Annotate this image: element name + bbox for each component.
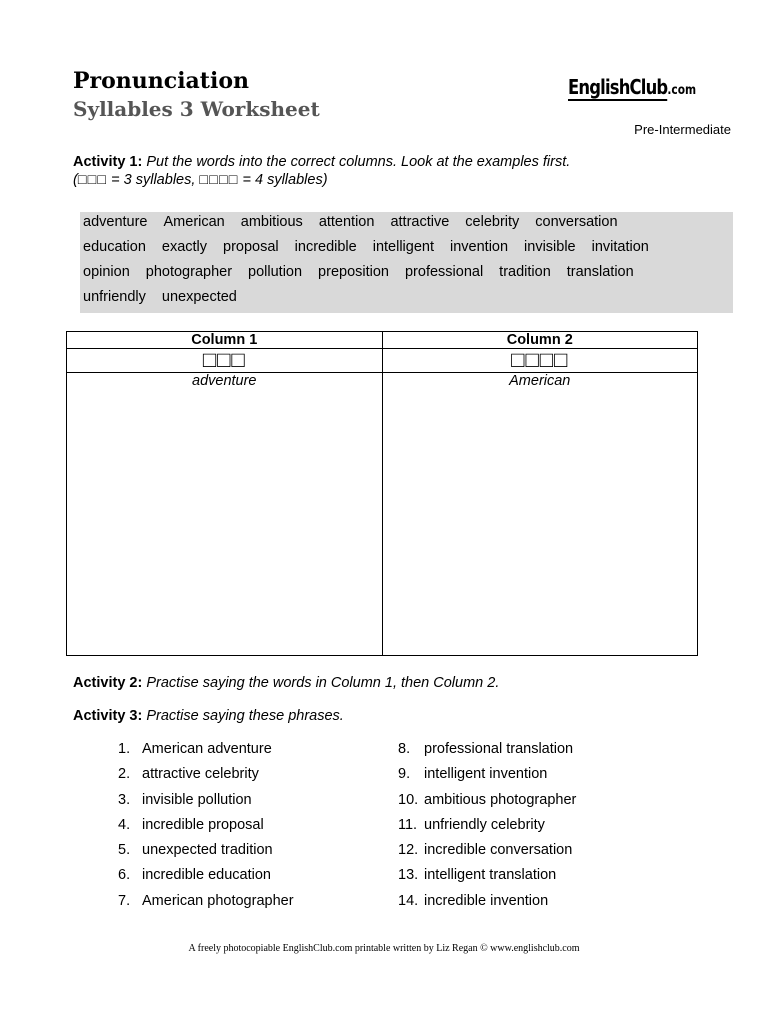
phrase-item bbox=[398, 765, 576, 790]
word-bank-word: celebrity bbox=[465, 214, 520, 230]
column-2-example: American bbox=[509, 373, 571, 389]
word-bank-word: opinion bbox=[83, 264, 130, 280]
level-label: Pre-Intermediate bbox=[634, 122, 731, 137]
columns-body-row bbox=[67, 373, 698, 656]
word-bank-word: unfriendly bbox=[83, 289, 146, 305]
activity-1-instruction: Put the words into the correct columns. Look at the examples first. bbox=[146, 154, 571, 170]
word-bank-word: adventure bbox=[83, 214, 148, 230]
phrase-number: 11. bbox=[398, 816, 418, 833]
phrase-number: 8. bbox=[398, 741, 411, 757]
columns-boxes-row bbox=[67, 349, 698, 373]
word-bank-word: pollution bbox=[248, 264, 303, 280]
phrase-text: incredible proposal bbox=[142, 816, 264, 833]
columns-header-row bbox=[67, 332, 698, 349]
column-1-answer-area[interactable] bbox=[67, 373, 383, 656]
syllable-key bbox=[73, 171, 733, 189]
syllable-key-open-paren: ( bbox=[73, 172, 78, 188]
phrase-item bbox=[398, 816, 576, 841]
word-bank-word: proposal bbox=[223, 239, 279, 255]
word-bank-word: invitation bbox=[591, 239, 649, 255]
column-2-header: Column 2 bbox=[382, 332, 698, 349]
phrase-number: 3. bbox=[118, 791, 131, 808]
phrase-number: 12. bbox=[398, 842, 419, 859]
phrase-number: 6. bbox=[118, 867, 131, 884]
phrase-text: professional translation bbox=[424, 741, 574, 757]
word-bank-word: invention bbox=[450, 239, 509, 255]
word-bank-word: attractive bbox=[390, 214, 450, 230]
phrase-text: unexpected tradition bbox=[142, 842, 273, 859]
word-bank-word: translation bbox=[566, 264, 634, 280]
page-title: Pronunciation bbox=[73, 68, 249, 94]
word-bank-word: tradition bbox=[499, 264, 551, 280]
phrase-text: American adventure bbox=[142, 741, 272, 757]
phrase-item bbox=[118, 892, 294, 917]
activity-2-label: Activity 2: bbox=[73, 675, 143, 691]
word-bank-word: attention bbox=[318, 214, 375, 230]
phrase-number: 13. bbox=[398, 867, 419, 884]
phrase-text: intelligent invention bbox=[424, 766, 548, 783]
activity-2-instructions bbox=[73, 674, 499, 692]
phrase-number: 1. bbox=[118, 741, 131, 757]
column-1-header: Column 1 bbox=[67, 332, 383, 349]
word-bank-row bbox=[83, 212, 733, 237]
phrase-item bbox=[398, 892, 576, 917]
englishclub-logo bbox=[568, 74, 696, 104]
phrase-number: 7. bbox=[118, 892, 131, 909]
phrase-item bbox=[398, 791, 576, 816]
word-bank-word: conversation bbox=[535, 214, 618, 230]
phrase-item bbox=[118, 841, 294, 866]
phrase-number: 14. bbox=[398, 892, 419, 909]
columns-table bbox=[66, 331, 698, 656]
column-1-example: adventure bbox=[192, 373, 257, 389]
logo-brand: EnglishClub bbox=[568, 75, 668, 99]
word-bank-row bbox=[83, 237, 733, 262]
page-subtitle: Syllables 3 Worksheet bbox=[73, 97, 320, 121]
phrase-text: unfriendly celebrity bbox=[424, 816, 545, 833]
word-bank bbox=[80, 212, 733, 313]
phrase-list-right bbox=[398, 740, 576, 917]
word-bank-word: education bbox=[83, 239, 146, 255]
word-bank-word: incredible bbox=[294, 239, 357, 255]
word-bank-word: intelligent bbox=[372, 239, 434, 255]
phrase-text: invisible pollution bbox=[142, 791, 252, 808]
column-1-boxes-icon: □□□ bbox=[67, 349, 383, 373]
three-syllable-boxes-icon: □□□ bbox=[77, 172, 108, 188]
phrase-number: 2. bbox=[118, 766, 131, 783]
activity-1-label: Activity 1: bbox=[73, 154, 143, 170]
phrase-list-left bbox=[118, 740, 294, 917]
column-2-answer-area[interactable] bbox=[382, 373, 698, 656]
activity-1-instructions bbox=[73, 153, 733, 189]
activity-3-label: Activity 3: bbox=[73, 708, 143, 724]
footer-credit: A freely photocopiable EnglishClub.com printable written by Liz Regan © www.englishclub.com bbox=[188, 943, 580, 954]
word-bank-word: preposition bbox=[318, 264, 389, 280]
word-bank-word: American bbox=[163, 214, 225, 230]
word-bank-row bbox=[83, 262, 733, 287]
word-bank-row bbox=[83, 287, 733, 312]
activity-3-instructions bbox=[73, 707, 344, 725]
phrase-text: incredible invention bbox=[424, 892, 549, 909]
activity-3-instruction: Practise saying these phrases. bbox=[146, 708, 344, 724]
logo-suffix: .com bbox=[667, 83, 697, 98]
word-bank-word: ambitious bbox=[240, 214, 303, 230]
phrase-number: 10. bbox=[398, 791, 419, 808]
phrase-item bbox=[398, 740, 576, 765]
phrase-item bbox=[118, 740, 294, 765]
phrase-item bbox=[398, 841, 576, 866]
phrase-item bbox=[118, 765, 294, 790]
four-syllable-boxes-icon: □□□□ bbox=[199, 172, 239, 188]
phrase-number: 4. bbox=[118, 816, 131, 833]
word-bank-word: invisible bbox=[524, 239, 576, 255]
phrase-item bbox=[118, 866, 294, 891]
phrase-text: American photographer bbox=[142, 892, 294, 909]
phrase-text: incredible conversation bbox=[424, 842, 573, 859]
phrase-number: 9. bbox=[398, 766, 411, 783]
phrase-text: intelligent translation bbox=[424, 867, 557, 884]
word-bank-word: professional bbox=[404, 264, 484, 280]
phrase-text: incredible education bbox=[142, 867, 271, 884]
activity-2-instruction: Practise saying the words in Column 1, then Column 2. bbox=[146, 675, 500, 691]
phrase-number: 5. bbox=[118, 842, 131, 859]
phrase-text: attractive celebrity bbox=[142, 766, 259, 783]
phrase-item bbox=[398, 866, 576, 891]
word-bank-word: unexpected bbox=[161, 289, 237, 305]
column-2-boxes-icon: □□□□ bbox=[382, 349, 698, 373]
four-syllable-text: = 4 syllables) bbox=[238, 172, 328, 188]
word-bank-word: exactly bbox=[161, 239, 208, 255]
phrase-item bbox=[118, 791, 294, 816]
phrase-item bbox=[118, 816, 294, 841]
word-bank-word: photographer bbox=[145, 264, 233, 280]
three-syllable-text: = 3 syllables, bbox=[107, 172, 200, 188]
phrase-text: ambitious photographer bbox=[424, 791, 577, 808]
